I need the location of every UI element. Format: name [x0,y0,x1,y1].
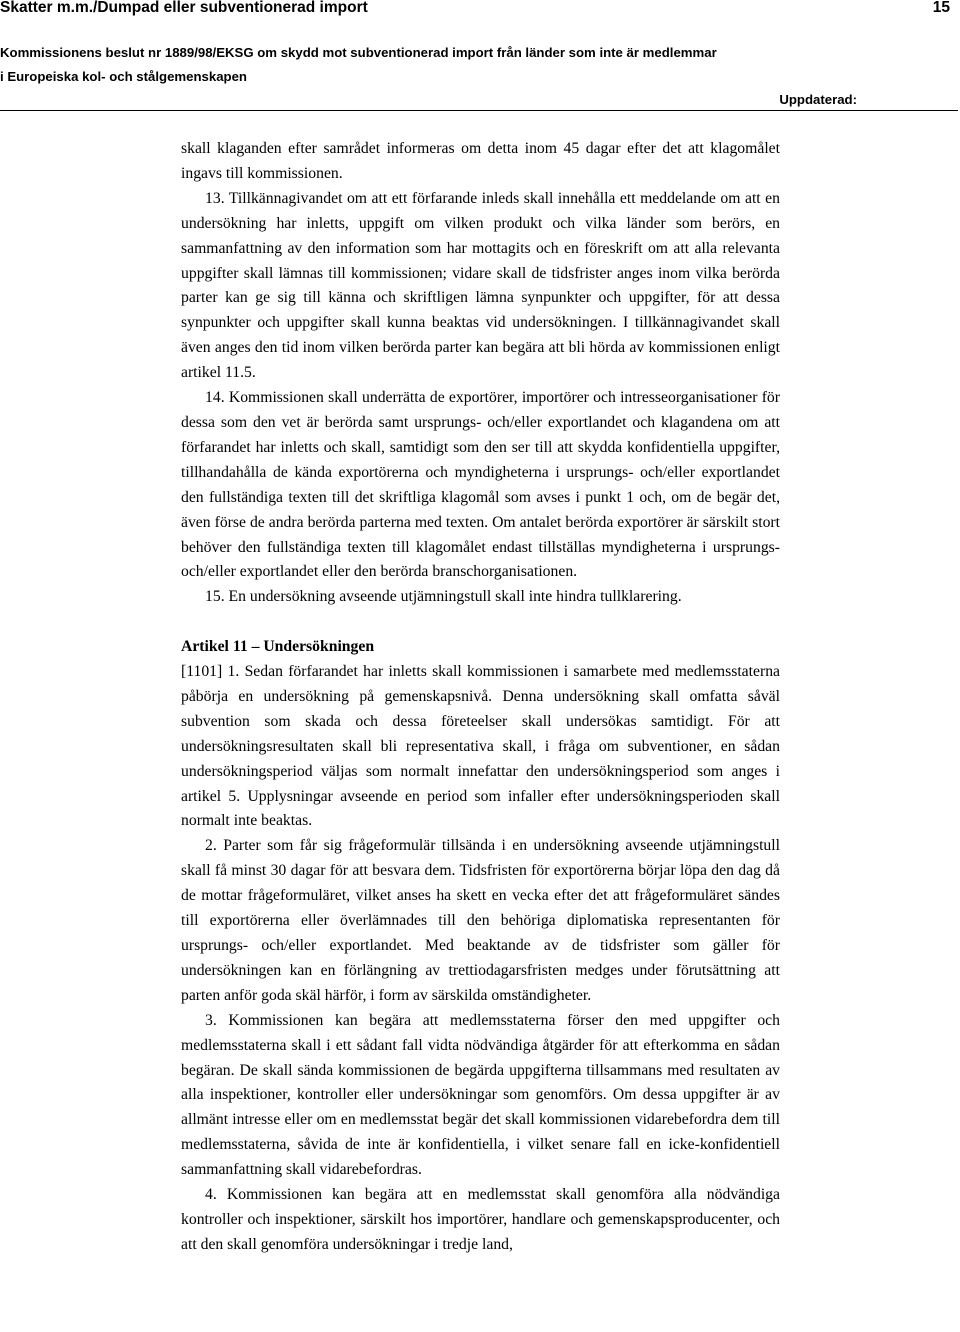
paragraph-13: 13. Tillkännagivandet om att ett förfarande inleds skall innehålla ett meddelande om att en undersökning har inletts, uppgift om vilken produkt och vilka länder som berörs, en sammanfattning av den information som har mottagits och en föreskrift om att alla relevanta uppgifter skall lämnas till kommissionen; vidare skall de tidsfrister anges inom vilka berörda parter kan ge sig till känna och skriftligen lämna synpunkter och uppgifter, för att dessa synpunkter och uppgifter skall kunna beaktas vid undersökningen. I tillkännagivandet skall även anges den tid inom vilken berörda parter kan begära att bli hörda av kommissionen enligt artikel 11.5. [181,189,780,382]
running-header-title: Skatter m.m./Dumpad eller subventionerad import [0,0,368,16]
header-divider [0,110,958,111]
paragraph-14: 14. Kommissionen skall underrätta de exportörer, importörer och intresseorganisationer för dessa som den vet är berörda samt ursprungs- och/eller exportlandet och klagandena om att förfarandet har inletts och skall, samtidigt som den ser till att skydda konfidentiella uppgifter, tillhandahålla de kända exportörerna och myndigheterna i ursprungs- och/eller exportlandet den fullständiga texten till det skriftliga klagomål som avses i punkt 1 och, om de begär det, även förse de andra berörda parterna med texten. Om antalet berörda exportörer är särskilt stort behöver den fullständiga texten till klagomålet endast tillställas myndigheterna i ursprungs- och/eller exportlandet eller den berörda branschorganisationen. [181,389,780,581]
paragraph-continuation: skall klaganden efter samrådet informeras om detta inom 45 dagar efter det att klagomålet ingavs till kommissionen. [181,140,780,182]
section-spacer [181,610,780,635]
document-body [181,137,780,1258]
article-11-paragraph-2: 2. Parter som får sig frågeformulär tillsända i en undersökning avseende utjämningstull skall få minst 30 dagar för att besvara dem. Tidsfristen för exportörerna börjar löpa den dag då de mottar frågeformuläret, vilket anses ha skett en vecka efter det att frågeformuläret sändes till exportörerna eller överlämnades till den behöriga diplomatiska representanten för ursprungs- och/eller exportlandet. Med beaktande av de tidsfrister som gäller för undersökningen kan en förlängning av trettiodagarsfristen medges under förutsättning att parten anför goda skäl härför, i form av särskilda omständigheter. [181,837,780,1004]
updated-label: Uppdaterad: [779,92,857,107]
article-11-paragraph-4: 4. Kommissionen kan begära att en medlemsstat skall genomföra alla nödvändiga kontroller och inspektioner, särskilt hos importörer, handlare och gemenskapsproducenter, och att den skall genomföra undersökningar i tredje land, [181,1186,780,1253]
article-11-heading: Artikel 11 – Undersökningen [181,638,375,656]
paragraph-15: 15. En undersökning avseende utjämningstull skall inte hindra tullklarering. [205,588,682,606]
article-11-paragraph-3: 3. Kommissionen kan begära att medlemsstaterna förser den med uppgifter och medlemsstaterna skall i ett sådant fall vidta nödvändiga åtgärder för att efterkomma en sådan begäran. De skall sända kommissionen de begärda uppgifterna tillsammans med resultaten av alla inspektioner, kontroller eller undersökningar som genomförs. Om dessa uppgifter är av allmänt intresse eller om en medlemsstat begär det skall kommissionen vidarebefordra dem till medlemsstaterna, såvida de inte är konfidentiella, i vilket senare fall en icke-konfidentiell sammanfattning skall vidarebefordras. [181,1011,780,1179]
page-number: 15 [932,0,950,16]
article-11-paragraph-1: [1101] 1. Sedan förfarandet har inletts skall kommissionen i samarbete med medlemsstaterna påbörja en undersökning på gemenskapsnivå. Denna undersökning skall omfatta såväl subvention som skada och dessa företeelser skall undersökas samtidigt. För att undersökningsresultaten skall bli representativa skall, i fråga om subventioner, en sådan undersökningsperiod väljas som normalt innefattar den undersökningsperiod som anges i artikel 5. Upplysningar avseende en period som infaller efter undersökningsperioden skall normalt inte beaktas. [181,663,780,830]
document-subtitle-line-1: Kommissionens beslut nr 1889/98/EKSG om skydd mot subventionerad import från länder som inte är medlemmar [0,45,717,60]
document-subtitle-line-2: i Europeiska kol- och stålgemenskapen [0,69,247,84]
